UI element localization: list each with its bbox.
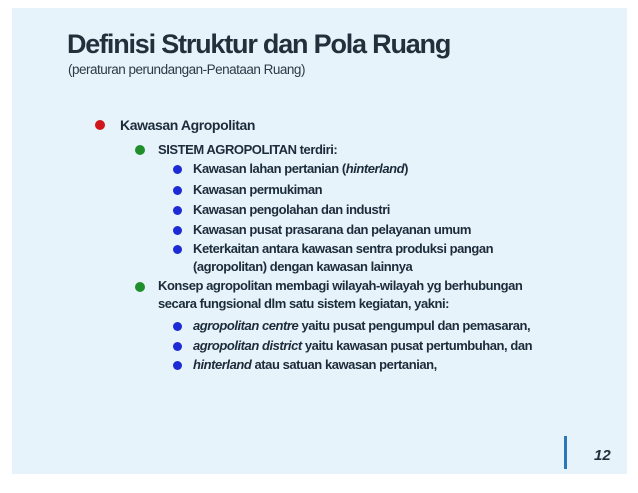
bullet-level3-icon xyxy=(173,186,182,195)
concept-item-3-term: hinterland xyxy=(193,357,252,372)
concept-item-3 xyxy=(193,357,437,373)
page-number-divider xyxy=(564,436,567,469)
system-item-4: Kawasan pusat prasarana dan pelayanan umum xyxy=(193,222,472,237)
bullet-level3-icon xyxy=(173,165,182,174)
concept-item-2-term: agropolitan district xyxy=(193,338,302,353)
bullet-level2-icon xyxy=(135,145,145,155)
concept-line1: Konsep agropolitan membagi wilayah-wilayah yg berhubungan xyxy=(158,278,523,293)
bullet-level3-icon xyxy=(173,226,182,235)
bullet-level3-icon xyxy=(173,245,182,254)
page-number: 12 xyxy=(594,447,611,464)
bullet-level2-icon xyxy=(135,282,145,292)
system-item-1-prefix: Kawasan lahan pertanian ( xyxy=(193,161,346,176)
system-item-1-term: hinterland xyxy=(345,161,405,176)
system-item-2: Kawasan permukiman xyxy=(193,182,323,197)
slide-title: Definisi Struktur dan Pola Ruang xyxy=(67,29,451,59)
system-item-3: Kawasan pengolahan dan industri xyxy=(193,202,390,217)
concept-item-1-text: yaitu pusat pengumpul dan pemasaran, xyxy=(298,318,531,333)
bullet-level3-icon xyxy=(173,206,182,215)
bullet-level1-icon xyxy=(95,120,105,130)
system-item-5-line2: (agropolitan) dengan kawasan lainnya xyxy=(193,259,413,274)
bullet-level3-icon xyxy=(173,361,182,370)
concept-item-1-term: agropolitan centre xyxy=(193,318,299,333)
concept-item-3-text: atau satuan kawasan pertanian, xyxy=(251,357,437,372)
system-item-1-suffix: ) xyxy=(404,161,408,176)
concept-item-2 xyxy=(193,338,532,354)
system-label: SISTEM AGROPOLITAN terdiri: xyxy=(158,142,338,157)
concept-item-1 xyxy=(193,318,530,334)
concept-line2: secara fungsional dlm satu sistem kegiatan, yakni: xyxy=(158,296,450,311)
bullet-level3-icon xyxy=(173,342,182,351)
bullet-level3-icon xyxy=(173,322,182,331)
heading-kawasan-agropolitan: Kawasan Agropolitan xyxy=(120,117,256,133)
slide-subtitle: (peraturan perundangan-Penataan Ruang) xyxy=(68,62,305,77)
system-item-5-line1: Keterkaitan antara kawasan sentra produksi pangan xyxy=(193,241,494,256)
concept-item-2-text: yaitu kawasan pusat pertumbuhan, dan xyxy=(301,338,533,353)
system-item-1 xyxy=(193,161,408,177)
